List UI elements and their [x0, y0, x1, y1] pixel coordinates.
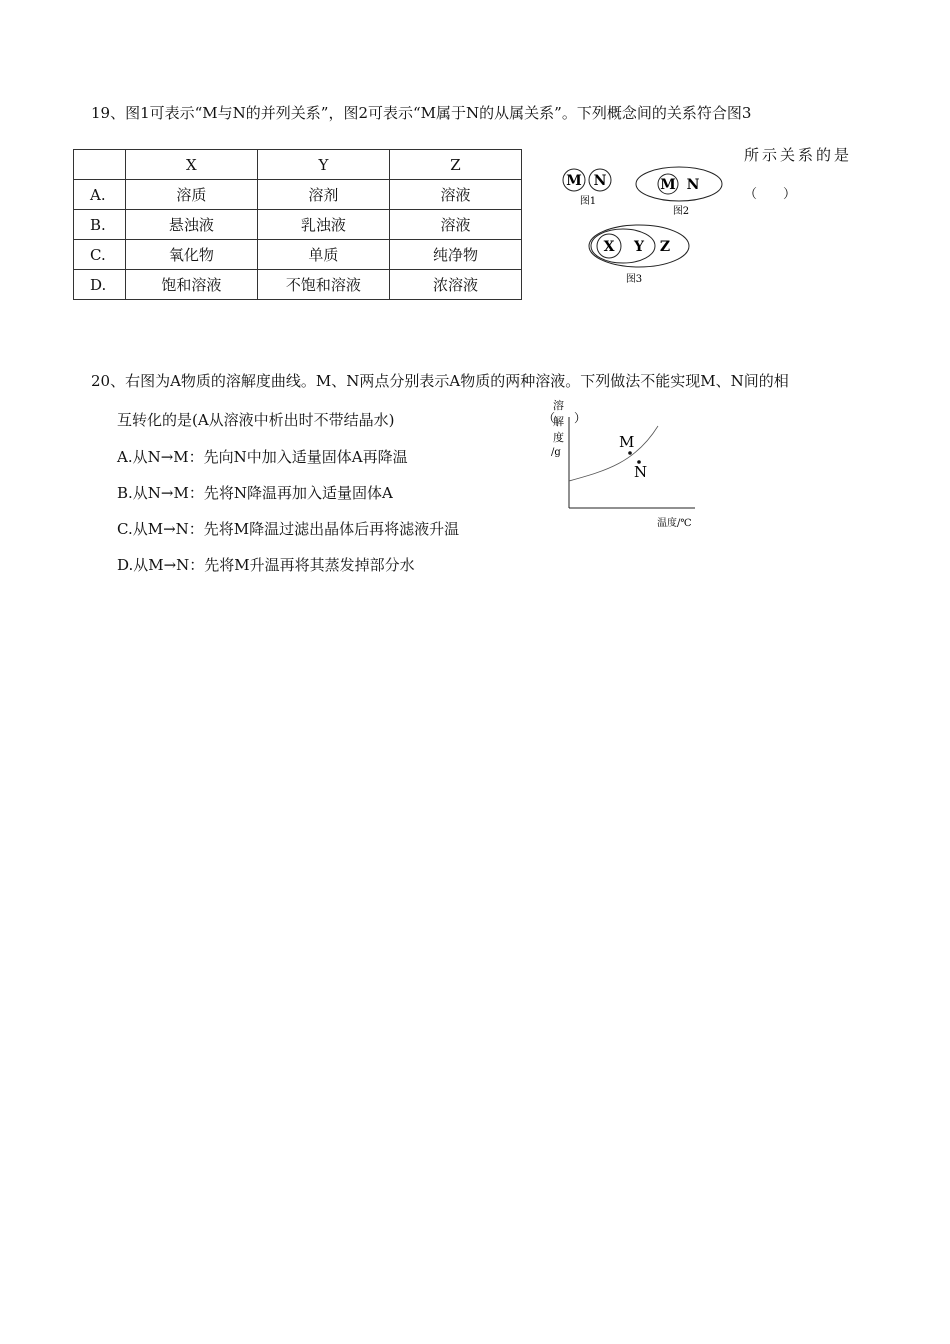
- option-label: A.: [74, 180, 126, 210]
- fig3-y-label: Y: [634, 239, 644, 255]
- fig1-n-label: N: [593, 173, 607, 189]
- q20-option-b: B.从N→M：先将N降温再加入适量固体A: [117, 484, 393, 502]
- figure-3-relation: [589, 225, 689, 285]
- fig3-caption: 图3: [625, 274, 643, 285]
- point-m: [628, 451, 632, 455]
- table-header-cell: Z: [389, 150, 521, 180]
- ylabel-char: 溶: [553, 399, 564, 412]
- q20-stem-line2: 互转化的是(A从溶液中析出时不带结晶水): [117, 411, 395, 429]
- ylabel-char: 解: [553, 415, 564, 428]
- q20-stem-line1: 20、右图为A物质的溶解度曲线。M、N两点分别表示A物质的两种溶液。下列做法不能实现M、N间的相: [91, 372, 789, 390]
- table-header-cell: X: [125, 150, 257, 180]
- q19-relation-diagrams: [552, 160, 742, 290]
- q20-option-d: D.从M→N：先将M升温再将其蒸发掉部分水: [117, 556, 415, 574]
- fig2-caption: 图2: [672, 206, 690, 217]
- fig3-x-label: X: [603, 239, 615, 255]
- table-header-cell: Y: [257, 150, 389, 180]
- table-cell: 氧化物: [125, 240, 257, 270]
- table-row: [74, 240, 522, 270]
- point-n-label: N: [634, 463, 648, 481]
- table-cell: 溶质: [125, 180, 257, 210]
- ylabel-char: 度: [553, 431, 564, 444]
- table-header-row: [74, 150, 522, 180]
- ylabel-paren-open: （: [543, 411, 556, 425]
- table-cell: 悬浊液: [125, 210, 257, 240]
- table-row: [74, 270, 522, 300]
- fig1-caption: 图1: [579, 196, 597, 207]
- ylabel-unit: /g: [551, 447, 561, 458]
- table-cell: 乳浊液: [257, 210, 389, 240]
- table-cell: 溶液: [389, 180, 521, 210]
- xlabel: 温度/℃: [657, 518, 692, 529]
- fig3-z-label: Z: [659, 239, 671, 255]
- q19-answer-paren: （ ）: [744, 187, 797, 202]
- table-header-cell: [74, 150, 126, 180]
- fig2-n-label: N: [686, 177, 700, 193]
- q20-solubility-graph: [535, 395, 715, 535]
- table-cell: 单质: [257, 240, 389, 270]
- table-cell: 饱和溶液: [125, 270, 257, 300]
- ylabel-paren-close: ）: [574, 411, 587, 425]
- table-cell: 纯净物: [389, 240, 521, 270]
- point-m-label: M: [619, 433, 635, 451]
- option-label: C.: [74, 240, 126, 270]
- table-cell: 溶剂: [257, 180, 389, 210]
- q20-option-c: C.从M→N：先将M降温过滤出晶体后再将滤液升温: [117, 520, 460, 538]
- q19-stem-line2: 所示关系的是: [744, 146, 853, 164]
- figure-2-subordinate: [636, 167, 722, 217]
- table-row: [74, 210, 522, 240]
- table-cell: 浓溶液: [389, 270, 521, 300]
- table-row: [74, 180, 522, 210]
- option-label: D.: [74, 270, 126, 300]
- figure-1-parallel: [563, 169, 611, 207]
- q19-stem-line1: 19、图1可表示“M与N的并列关系”，图2可表示“M属于N的从属关系”。下列概念间的关系符合图3: [91, 104, 752, 122]
- q20-option-a: A.从N→M：先向N中加入适量固体A再降温: [117, 448, 408, 466]
- table-cell: 不饱和溶液: [257, 270, 389, 300]
- table-cell: 溶液: [389, 210, 521, 240]
- fig2-m-label: M: [660, 177, 676, 193]
- fig1-m-label: M: [566, 173, 582, 189]
- option-label: B.: [74, 210, 126, 240]
- q19-options-table: [73, 149, 522, 300]
